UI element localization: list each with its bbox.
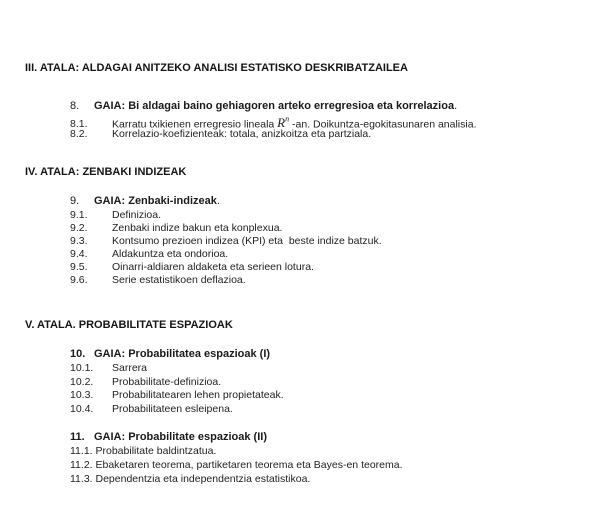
topic-number: 9. xyxy=(70,195,80,207)
section-heading: V. ATALA. PROBABILITATE ESPAZIOAK xyxy=(25,319,233,331)
list-item xyxy=(70,459,403,471)
item-text: Sarrera xyxy=(112,362,148,374)
item-text: Probabilitate baldintzatua. xyxy=(95,445,217,457)
item-text: Ebaketaren teorema, partiketaren teorema eta Bayes-en teorema. xyxy=(95,459,403,471)
list-item xyxy=(70,376,221,388)
item-number: 9.4. xyxy=(70,248,88,260)
item-text: Zenbaki indize bakun eta konplexua. xyxy=(112,222,283,234)
list-item xyxy=(70,445,216,457)
item-text: Serie estatistikoen deflazioa. xyxy=(112,274,246,286)
item-text: Oinarri-aldiaren aldaketa eta serieen lotura. xyxy=(112,261,314,273)
topic-suffix: . xyxy=(216,195,220,207)
section-heading: III. ATALA: ALDAGAI ANITZEKO ANALISI ESTATISKO DESKRIBATZAILEA xyxy=(25,62,408,74)
item-number: 8.2. xyxy=(70,128,88,140)
item-number: 10.4. xyxy=(70,403,94,415)
topic-number: 11. xyxy=(70,431,85,443)
item-number: 9.6. xyxy=(70,274,88,286)
list-item xyxy=(70,362,147,374)
list-item xyxy=(70,473,310,485)
list-item xyxy=(70,403,233,415)
item-text: -an. Doikuntza-egokitasunaren analisia. xyxy=(289,118,477,131)
topic-heading xyxy=(70,195,220,207)
topic-label: GAIA: Zenbaki-indizeak xyxy=(94,195,217,207)
item-number: 9.3. xyxy=(70,235,88,247)
item-text: Probabilitateen esleipena. xyxy=(112,403,233,415)
list-item xyxy=(70,389,284,401)
item-text: Kontsumo prezioen indizea (KPI) eta beste indize batzuk. xyxy=(112,235,382,247)
list-item xyxy=(70,274,246,286)
item-number: 11.2. xyxy=(70,459,93,471)
item-number: 8.1. xyxy=(70,118,88,131)
topic-heading xyxy=(70,348,270,360)
item-text: Karratu txikienen erregresio lineala xyxy=(112,118,278,131)
list-item xyxy=(70,209,161,221)
topic-suffix: . xyxy=(454,100,458,112)
math-symbol: $R^n$ xyxy=(277,115,290,131)
item-number: 10.2. xyxy=(70,376,94,388)
list-item xyxy=(70,261,314,273)
list-item xyxy=(70,222,282,234)
item-text: Probabilitate-definizioa. xyxy=(112,376,222,388)
list-item xyxy=(70,128,371,140)
topic-heading xyxy=(70,431,267,443)
item-text: Probabilitatearen lehen propietateak. xyxy=(112,389,284,401)
item-number: 10.1. xyxy=(70,362,94,374)
item-number: 9.1. xyxy=(70,209,88,221)
item-text: Aldakuntza eta ondorioa. xyxy=(112,248,229,260)
item-text: Dependentzia eta independentzia estatistikoa. xyxy=(95,473,311,485)
topic-number: 8. xyxy=(70,100,80,112)
list-item xyxy=(70,248,228,260)
topic-heading xyxy=(70,100,457,112)
list-item xyxy=(70,235,382,247)
item-number: 10.3. xyxy=(70,389,94,401)
topic-label: GAIA: Bi aldagai baino gehiagoren arteko erregresioa eta korrelazioa xyxy=(94,100,455,112)
topic-number: 10. xyxy=(70,348,86,360)
topic-label: GAIA: Probabilitatea espazioak (I) xyxy=(94,348,271,360)
item-number: 11.3. xyxy=(70,473,93,485)
section-heading: IV. ATALA: ZENBAKI INDIZEAK xyxy=(25,166,187,178)
item-text: Definizioa. xyxy=(112,209,162,221)
item-text: Korrelazio-koefizienteak: totala, anizkoitza eta partziala. xyxy=(112,128,372,140)
topic-label: GAIA: Probabilitate espazioak (II) xyxy=(94,431,267,443)
item-number: 9.2. xyxy=(70,222,88,234)
item-number: 9.5. xyxy=(70,261,88,273)
item-number: 11.1. xyxy=(70,445,93,457)
